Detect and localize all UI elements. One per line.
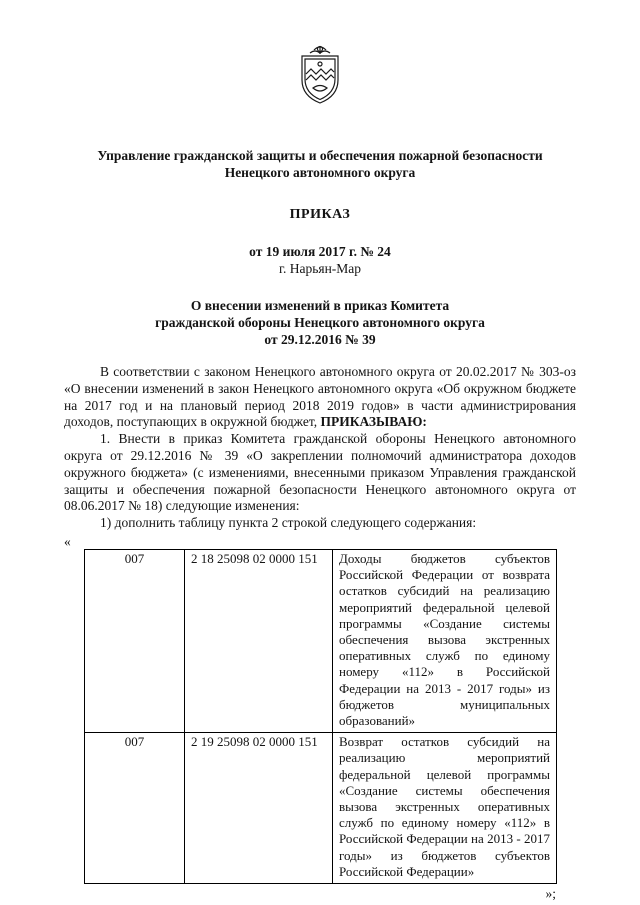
cell-budget-code: 2 19 25098 02 0000 151 bbox=[185, 733, 333, 884]
cell-description: Возврат остатков субсидий на реализацию мероприятий федеральной целевой программы «Создание системы обеспечения вызова экстренных оперативных служб по единому номеру «112» в Российской Федерации на 2013 - 2017 годы» из бюджетов субъектов Российской Федерации» bbox=[333, 733, 557, 884]
date-number-line: от 19 июля 2017 г. № 24 bbox=[249, 244, 391, 259]
amendment-table-wrap bbox=[84, 549, 556, 884]
cell-description: Доходы бюджетов субъектов Российской Федерации от возврата остатков субсидий на реализацию мероприятий федеральной целевой программы «Создание системы обеспечения вызова экстренных оперативных служб по единому номеру «112» в Российской Федерации на 2013 - 2017 годы» из бюджетов муниципальных образований» bbox=[333, 549, 557, 732]
emblem-container bbox=[0, 0, 640, 111]
table-row bbox=[85, 549, 557, 732]
document-type-heading: ПРИКАЗ bbox=[289, 207, 351, 222]
cell-admin-code: 007 bbox=[85, 733, 185, 884]
table-row bbox=[85, 733, 557, 884]
preamble-text: В соответствии с законом Ненецкого автономного округа от 20.02.2017 № 303-оз «О внесении изменений в закон Ненецкого автономного округа «Об окружном бюджете на 2017 год и на плановый период 2018 2019 годов» в части администрирования доходов, поступающих в окружной бюджет, bbox=[64, 364, 576, 430]
organization-name-line1: Управление гражданской защиты и обеспечения пожарной безопасности bbox=[97, 148, 543, 163]
amendment-table bbox=[84, 549, 557, 884]
subject-line3: от 29.12.2016 № 39 bbox=[264, 332, 376, 347]
cell-admin-code: 007 bbox=[85, 549, 185, 732]
cell-budget-code: 2 18 25098 02 0000 151 bbox=[185, 549, 333, 732]
subject-heading bbox=[64, 297, 576, 348]
coat-of-arms-icon bbox=[296, 93, 344, 110]
paragraph-item-1: 1. Внести в приказ Комитета гражданской обороны Ненецкого автономного округа от 29.12.2016 № 39 «О закреплении полномочий администратора доходов окружного бюджета» (с изменениями, внесенными приказом Управления гражданской защиты и обеспечения пожарной безопасности Ненецкого автономного округа от 08.06.2017 № 18) следующие изменения: bbox=[64, 431, 576, 514]
organization-name bbox=[64, 147, 576, 181]
table-closing-quote: »; bbox=[545, 886, 556, 902]
paragraph-subitem-1: 1) дополнить таблицу пункта 2 строкой следующего содержания: bbox=[100, 515, 477, 531]
subject-line1: О внесении изменений в приказ Комитета bbox=[190, 298, 450, 313]
organization-name-line2: Ненецкого автономного округа bbox=[224, 165, 416, 180]
city-line: г. Нарьян-Мар bbox=[278, 261, 362, 276]
prikazyvayu-word: ПРИКАЗЫВАЮ: bbox=[320, 414, 427, 430]
paragraph-preamble bbox=[64, 364, 576, 431]
subject-line2: гражданской обороны Ненецкого автономного округа bbox=[155, 315, 485, 330]
table-opening-quote: « bbox=[64, 533, 71, 549]
